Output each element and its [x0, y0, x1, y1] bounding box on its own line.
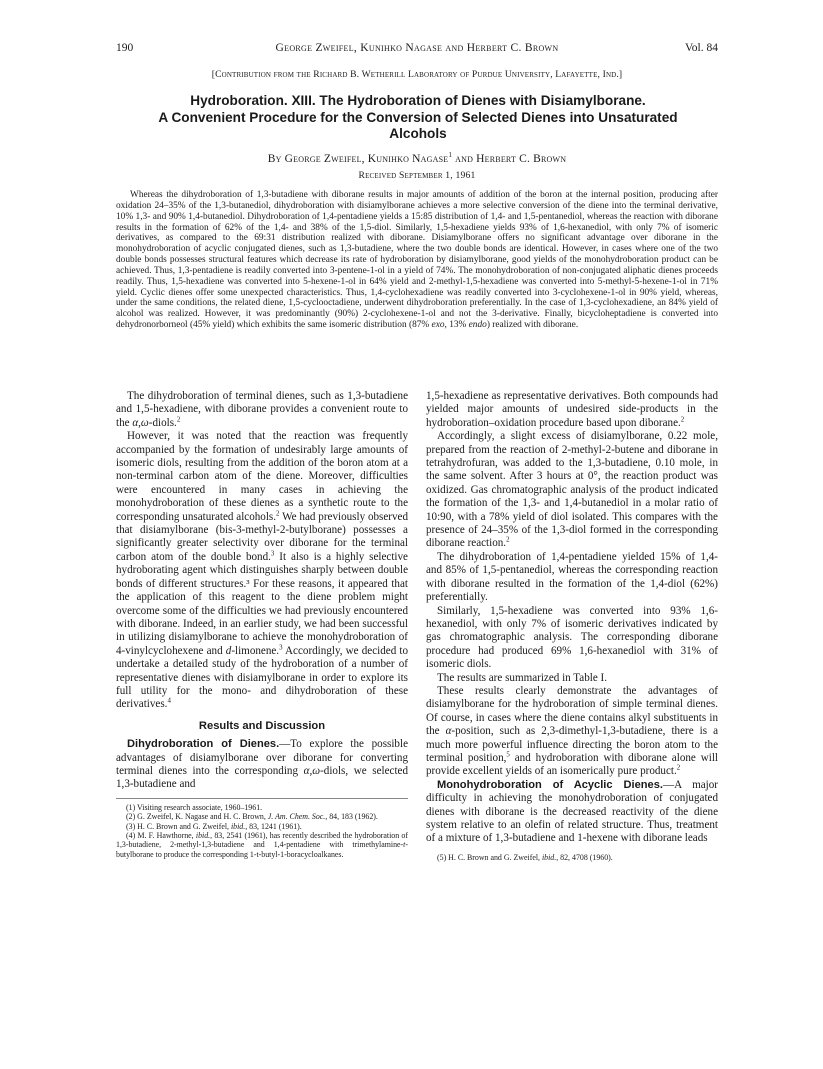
footnote-1: (1) Visiting research associate, 1960–1961. — [126, 802, 263, 812]
title-line-1: Hydroboration. XIII. The Hydroboration of Dienes with Disiamylborane. — [190, 93, 646, 108]
footnote-3: (3) H. C. Brown and G. Zweifel, ibid., 83, 1241 (1961). — [126, 821, 302, 831]
received-date: Received September 1, 1961 — [358, 170, 476, 181]
footnote-5: (5) H. C. Brown and G. Zweifel, ibid., 82, 4708 (1960). — [437, 852, 613, 862]
title-line-2: A Convenient Procedure for the Conversion of Selected Dienes into Unsaturated — [158, 109, 678, 125]
run-in-heading-2: Monohydroboration of Acyclic Dienes. — [437, 778, 663, 791]
contribution-line: [Contribution from the Richard B. Wetherill Laboratory of Purdue University, Lafayette, Ind.] — [211, 69, 623, 80]
running-authors: George Zweifel, Kunihko Nagase and Herbert C. Brown — [275, 42, 559, 54]
byline-part-1: By George Zweifel, Kunihko Nagase — [267, 153, 449, 165]
body-paragraph-10: Monohydroboration of Acyclic Dienes.—A major difficulty in achieving the monohydroboration of conjugated dienes with diborane is the decreased reactivity of the diene system relative to an olefin of related structure. Thus, treatment of a mixture of 1,3-butadiene and 1-hexene with diborane leads — [426, 778, 718, 845]
body-paragraph-8: The results are summarized in Table I. — [437, 671, 607, 684]
page-number: 190 — [116, 42, 134, 54]
body-paragraph-5: Accordingly, a slight excess of disiamylborane, 0.22 mole, prepared from the reaction of 2-methyl-2-butene and diborane in tetrahydrofuran, was added to the 1,3-butadiene, 0.10 mole, in the same solvent. After 3 hours at 0°, the reaction product was oxidized. Gas chromatographic analysis of the product indicated the formation of the 1,3- and 1,4-butanediol in a molar ratio of 10:90, with a 78% yield of diol isolated. This compares with the presence of 24–35% of the 1,3-diol formed in the corresponding diborane reaction.$^2$ — [426, 430, 718, 550]
body-paragraph-1: The dihydroboration of terminal dienes, such as 1,3-butadiene and 1,5-hexadiene, with diborane provides a convenient route to the α,ω-diols.$^2$ — [116, 390, 408, 429]
byline — [116, 153, 718, 165]
running-head — [116, 42, 718, 58]
left-column — [116, 390, 408, 859]
footnote-5-block — [426, 853, 718, 862]
footnotes — [116, 798, 408, 859]
body-paragraph-9: These results clearly demonstrate the advantages of disiamylborane for the hydroboration of simple terminal dienes. Of course, in cases where the diene contains alkyl substituents in the α-position, such as 2,3-dimethyl-1,3-butadiene, there is a much more powerful influence directing the boron atom to the terminal position,$^5$ and hydroboration with diborane alone will provide excellent yields of an isomerically pure product.$^2$ — [426, 684, 719, 778]
article-title — [112, 93, 724, 143]
footnote-2: (2) G. Zweifel, K. Nagase and H. C. Brown, J. Am. Chem. Soc., 84, 183 (1962). — [126, 812, 378, 822]
section-heading: Results and Discussion — [198, 719, 326, 732]
footnote-4: (4) M. F. Hawthorne, ibid., 83, 2541 (1961), has recently described the hydroboration of 1,3-butadiene, 2-methyl-1,3-butadiene and 1,4-pentadiene with trimethylamine-t-butylborane to produce the corresponding 1-t-butyl-1-boracycloalkanes. — [116, 831, 408, 859]
abstract: Whereas the dihydroboration of 1,3-butadiene with diborane results in major amounts of addition of the boron at the internal position, producing after oxidation 24–35% of the 1,3-butanediol, dihydroboration with disiamylborane achieves a more selective conversion of the diene into the terminal derivative, 10% 1,3- and 90% 1,4-butanediol. Dihydroboration of 1,4-pentadiene yields a 15:85 distribution of 1,4- and 1,5-pentanediol, whereas the reaction with diborane results in the formation of 62% of the 1,4- and 38% of the 1,5-diol. Similarly, 1,5-hexadiene yields 93% of 1,6-hexanediol, with only 7% of isomeric derivatives, as compared to the 69:31 distribution realized with diborane. Disiamylborane offers no significant advantage over diborane in the monohydroboration of acyclic conjugated dienes, such as 1,3-butadiene, where the two double bonds are identical. However, in cases where one of the two double bonds possesses structural features which decrease its rate of hydroboration by disiamylborane, good yields of the monohydroboration product can be achieved. Thus, 1,3-pentadiene is readily converted into 3-pentene-1-ol in a yield of 74%. The monohydroboration of non-conjugated aliphatic dienes proceeds readily. Thus, 1,5-hexadiene was converted into 5-hexene-1-ol in 64% yield and 2-methyl-1,5-hexadiene was converted into 5-methyl-5-hexene-1-ol in 71% yield. Cyclic dienes offer some unexpected characteristics. Thus, 1,4-cyclohexadiene was readily converted into 3-cyclohexene-1-ol in 90% yield, whereas, under the same conditions, the related diene, 1,5-cyclooctadiene, underwent dihydroboration preferentially. In the case of 1,3-cyclohexadiene, an 84% yield of alcohol was realized. However, it was predominantly (90%) 2-cyclohexene-1-ol and not the 3-derivative. Finally, bicycloheptadiene is converted into dehydronorborneol (45% yield) which exhibits the same isomeric distribution (87% exo, 13% endo) realized with diborane. — [116, 190, 718, 331]
body-paragraph-7: Similarly, 1,5-hexadiene was converted into 93% 1,6-hexanediol, with only 7% of isomeric derivatives indicated by gas chromatographic analysis. The corresponding diborane procedure had produced 69% 1,6-hexanediol with 31% of isomeric diols. — [426, 604, 718, 671]
body-paragraph-4: 1,5-hexadiene as representative derivatives. Both compounds had yielded major amounts of undesired side-products in the hydroboration–oxidation procedure based upon diborane.$^2$ — [426, 390, 718, 429]
body-paragraph-6: The dihydroboration of 1,4-pentadiene yielded 15% of 1,4- and 85% of 1,5-pentanediol, whereas the corresponding reaction with diborane resulted in the formation of the 1,4-diol (62%) preferentially. — [426, 550, 718, 604]
run-in-heading: Dihydroboration of Dienes. — [127, 738, 280, 751]
byline-footnote-mark: 1 — [448, 151, 453, 160]
body-paragraph-2: However, it was noted that the reaction was frequently accompanied by the formation of undesirably large amounts of isomeric diols, resulting from the addition of the boron atom at a non-terminal carbon atom of the diene. Moreover, difficulties were encountered in many cases in achieving the monohydroboration of these dienes as a synthetic route to the corresponding unsaturated alcohols.$^2$ We had previously observed that disiamylborane (bis-3-methyl-2-butylborane) possesses a significantly greater selectivity over diborane for the terminal carbon atom of the double bond.$^3$ It also is a highly selective hydroborating agent which distinguishes sharply between double bonds of different structures.³ For these reasons, it appeared that the application of this reagent to the diene problem might overcome some of the difficulties we had previously encountered with diborane. Indeed, in an earlier study, we had been successful in utilizing disiamylborane to achieve the monohydroboration of 4-vinylcyclohexene and d-limonene.$^3$ Accordingly, we decided to undertake a detailed study of the hydroboration of a number of representative dienes with disiamylborane in order to explore its full utility for the mono- and dihydroboration of these derivatives.$^4$ — [116, 430, 408, 711]
byline-part-2: and Herbert C. Brown — [452, 153, 567, 165]
right-column — [426, 390, 718, 862]
title-line-3: Alcohols — [389, 126, 447, 142]
body-paragraph-3: Dihydroboration of Dienes.—To explore the possible advantages of disiamylborane over diborane for converting terminal dienes into the corresponding α,ω-diols, we selected 1,3-butadiene and — [116, 738, 409, 791]
volume-label: Vol. 84 — [684, 42, 718, 54]
